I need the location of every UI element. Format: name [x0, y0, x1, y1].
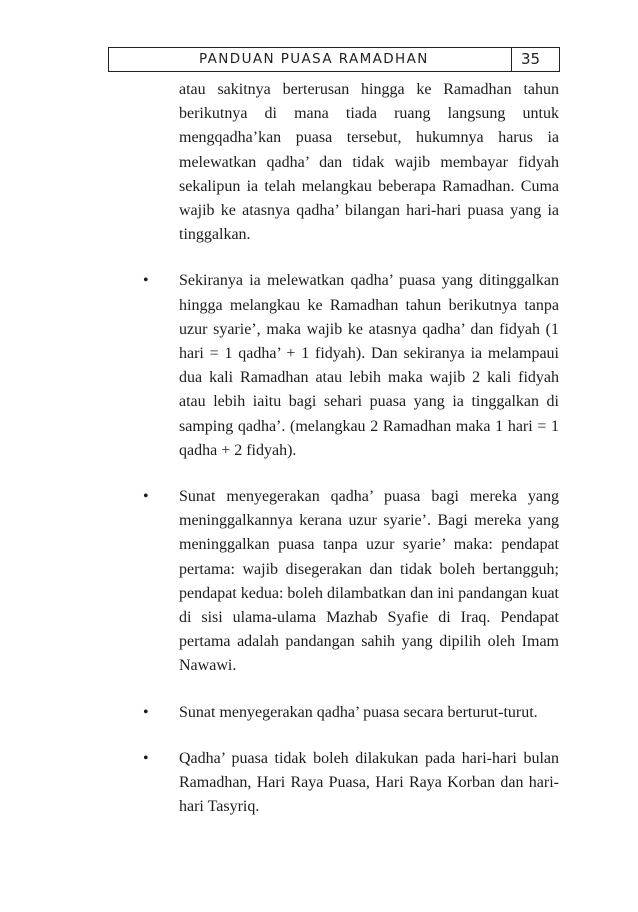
bullet-marker: •	[143, 488, 149, 506]
bullet-text: Sunat menyegerakan qadha’ puasa secara berturut-turut.	[179, 703, 538, 721]
intro-paragraph: atau sakitnya berterusan hingga ke Ramadhan tahun berikutnya di mana tiada ruang langsung untuk mengqadha’kan puasa tersebut, hukumnya harus ia melewatkan qadha’ dan tidak wajib membayar fidyah sekalipun ia telah melangkau beberapa Ramadhan. Cuma wajib ke atasnya qadha’ bilangan hari-hari puasa yang ia tinggalkan.	[179, 81, 559, 244]
bullet-item	[143, 701, 559, 725]
bullet-marker: •	[143, 749, 149, 767]
header-title: PANDUAN PUASA RAMADHAN	[199, 51, 429, 67]
page-body	[143, 78, 559, 819]
bullet-item	[143, 485, 559, 679]
bullet-text: Sunat menyegerakan qadha’ puasa bagi mereka yang meninggalkannya kerana uzur syarie’. Bagi mereka yang meninggalkan puasa tanpa uzur syarie’ maka: pendapat pertama: wajib disegerakan dan tidak boleh bertangguh; pendapat kedua: boleh dilambatkan dan ini pandangan kuat di sisi ulama-ulama Mazhab Syafie di Iraq. Pendapat pertama adalah pandangan sahih yang dipilih oleh Imam Nawawi.	[179, 488, 559, 675]
bullet-item	[143, 747, 559, 820]
bullet-text: Qadha’ puasa tidak boleh dilakukan pada hari-hari bulan Ramadhan, Hari Raya Puasa, Hari Raya Korban dan hari-hari Tasyriq.	[179, 749, 559, 816]
page-number: 35	[521, 50, 541, 68]
header-divider	[511, 48, 512, 71]
running-header	[108, 47, 560, 72]
bullet-marker: •	[143, 272, 149, 290]
bullet-marker: •	[143, 703, 149, 721]
bullet-text: Sekiranya ia melewatkan qadha’ puasa yang ditinggalkan hingga melangkau ke Ramadhan tahun berikutnya tanpa uzur syarie’, maka wajib ke atasnya qadha’ dan fidyah (1 hari = 1 qadha’ + 1 fidyah). Dan sekiranya ia melampaui dua kali Ramadhan atau lebih maka wajib 2 kali fidyah atau lebih iaitu bagi sehari puasa yang ia tinggalkan di samping qadha’. (melangkau 2 Ramadhan maka 1 hari = 1 qadha + 2 fidyah).	[179, 272, 559, 459]
bullet-item	[143, 269, 559, 463]
